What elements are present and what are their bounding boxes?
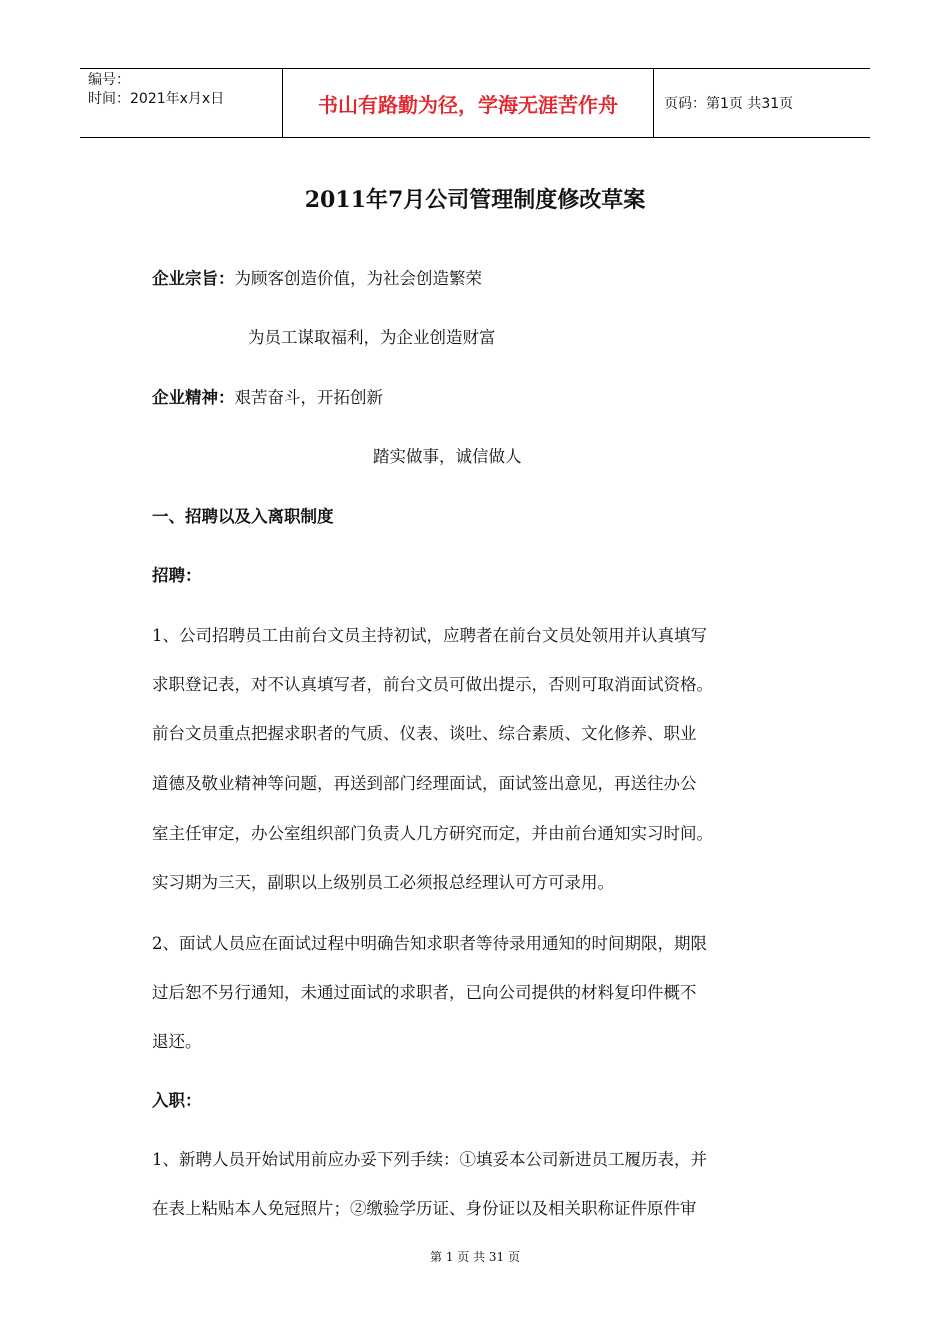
- purpose-label: 企业宗旨：: [152, 269, 235, 288]
- header-motto: 书山有路勤为径，学海无涯苦作舟: [282, 69, 654, 137]
- document-title: 2011年7月公司管理制度修改草案: [304, 187, 646, 213]
- paragraph-line: 1、新聘人员开始试用前应办妥下列手续：①填妥本公司新进员工履历表，并: [152, 1150, 707, 1169]
- document-number-label: 编号：: [88, 72, 130, 88]
- entry-heading: 入职：: [152, 1091, 202, 1110]
- section-heading: 一、招聘以及入离职制度: [152, 507, 334, 526]
- paragraph-line: 在表上粘贴本人免冠照片；②缴验学历证、身份证以及相关职称证件原件审: [152, 1199, 697, 1218]
- paragraph-line: 过后恕不另行通知，未通过面试的求职者，已向公司提供的材料复印件概不: [152, 983, 697, 1002]
- spirit-text-2: 踏实做事，诚信做人: [373, 447, 522, 466]
- document-date: 时间：2021年x月x日: [88, 91, 225, 107]
- header-meta: [80, 69, 282, 137]
- paragraph-line: 退还。: [152, 1032, 202, 1051]
- header-page-code: 页码：第1页 共31页: [664, 96, 794, 112]
- page-header: [80, 68, 870, 138]
- purpose-line-1: [152, 265, 482, 289]
- paragraph-line: 求职登记表，对不认真填写者，前台文员可做出提示，否则可取消面试资格。: [152, 675, 713, 694]
- paragraph-line: 前台文员重点把握求职者的气质、仪表、谈吐、综合素质、文化修养、职业: [152, 724, 697, 743]
- paragraph-line: 室主任审定，办公室组织部门负责人几方研究而定，并由前台通知实习时间。: [152, 824, 713, 843]
- spirit-line-1: [152, 384, 383, 408]
- page-footer: 第 1 页 共 31 页: [430, 1250, 520, 1264]
- purpose-text-1: 为顾客创造价值，为社会创造繁荣: [234, 269, 482, 288]
- paragraph-line: 道德及敬业精神等问题，再送到部门经理面试，面试签出意见，再送往办公: [152, 774, 697, 793]
- paragraph-line: 1、公司招聘员工由前台文员主持初试，应聘者在前台文员处领用并认真填写: [152, 626, 707, 645]
- recruit-heading: 招聘：: [152, 566, 202, 585]
- spirit-label: 企业精神：: [152, 388, 235, 407]
- paragraph-line: 实习期为三天，副职以上级别员工必须报总经理认可方可录用。: [152, 873, 614, 892]
- purpose-text-2: 为员工谋取福利，为企业创造财富: [248, 328, 496, 347]
- paragraph-line: 2、面试人员应在面试过程中明确告知求职者等待录用通知的时间期限，期限: [152, 934, 707, 953]
- spirit-text-1: 艰苦奋斗，开拓创新: [234, 388, 383, 407]
